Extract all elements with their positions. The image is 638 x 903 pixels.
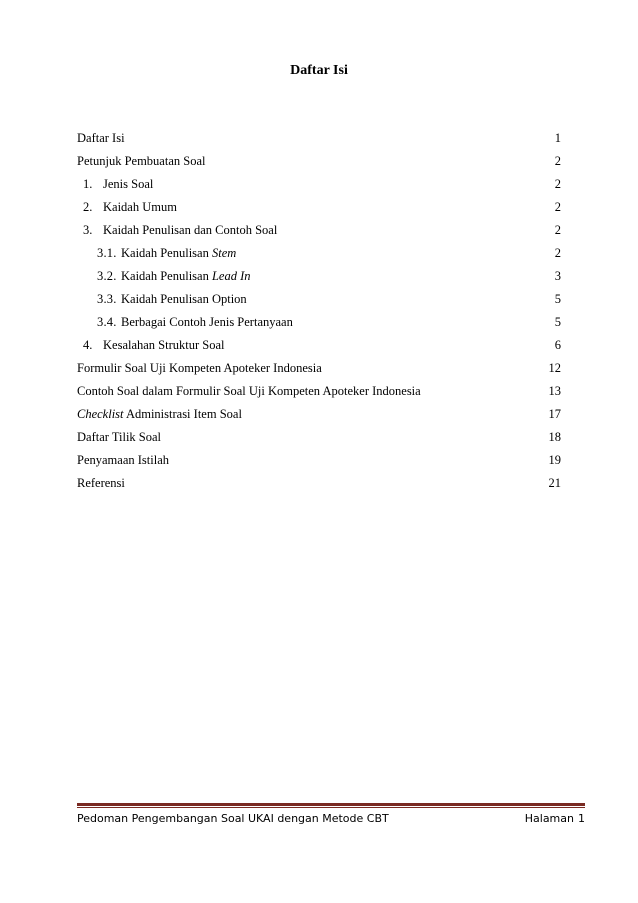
toc-entry-page-number: 5: [554, 315, 561, 329]
toc-entry-label: [77, 358, 322, 378]
toc-entry-label: [77, 427, 161, 447]
toc-entry-label: [97, 243, 236, 263]
toc-entry[interactable]: [77, 450, 561, 473]
toc-entry-text: Berbagai Contoh Jenis Pertanyaan: [121, 315, 293, 329]
toc-entry[interactable]: [77, 473, 561, 496]
toc-entry-number: 3.2.: [97, 269, 117, 283]
page-title: Daftar Isi: [290, 63, 348, 78]
toc-entry-page-number: 2: [554, 177, 561, 191]
toc-entry-text: Jenis Soal: [103, 177, 154, 191]
toc-entry-page-number: 6: [554, 338, 561, 352]
toc-entry-page-number: 2: [554, 223, 561, 237]
toc-entry-page-number: 21: [548, 476, 561, 490]
toc-entry[interactable]: [77, 243, 561, 266]
toc-entry-label: [77, 381, 421, 401]
toc-entry[interactable]: [77, 312, 561, 335]
toc-entry-text: Kaidah Penulisan: [121, 246, 212, 260]
toc-entry-label: [97, 312, 293, 332]
toc-entry[interactable]: [77, 335, 561, 358]
footer-page-number: 1: [578, 812, 585, 825]
footer-page-indicator: [525, 811, 585, 827]
toc-entry[interactable]: [77, 404, 561, 427]
toc-entry[interactable]: [77, 381, 561, 404]
toc-entry-page-number: 5: [554, 292, 561, 306]
toc-entry-text-suffix: Administrasi Item Soal: [123, 407, 242, 421]
toc-entry-text: Contoh Soal dalam Formulir Soal Uji Kompeten Apoteker Indonesia: [77, 384, 421, 398]
toc-entry-label: [83, 197, 177, 217]
toc-entry-text: Penyamaan Istilah: [77, 453, 169, 467]
toc-entry-label: [97, 266, 251, 286]
toc-entry-page-number: 13: [548, 384, 561, 398]
toc-entry-page-number: 2: [554, 246, 561, 260]
toc-entry-number: 4.: [83, 338, 93, 352]
toc-entry-page-number: 18: [548, 430, 561, 444]
toc-entry-label: [83, 220, 277, 240]
toc-entry-page-number: 2: [554, 154, 561, 168]
toc-entry-page-number: 3: [554, 269, 561, 283]
toc-entry-text: Kaidah Penulisan: [121, 269, 212, 283]
toc-entry-italic-text: Lead In: [211, 269, 251, 283]
footer-divider-thin: [77, 807, 585, 808]
toc-entry-text: Kesalahan Struktur Soal: [103, 338, 225, 352]
toc-entry-page-number: 2: [554, 200, 561, 214]
toc-entry-number: 3.4.: [97, 315, 117, 329]
footer-page-label: Halaman: [524, 812, 574, 825]
toc-entry-label: [77, 128, 125, 148]
toc-entry-page-number: 17: [548, 407, 561, 421]
toc-entry[interactable]: [77, 197, 561, 220]
footer-document-title: Pedoman Pengembangan Soal UKAI dengan Metode CBT: [77, 812, 389, 825]
toc-entry-label: [77, 404, 242, 424]
toc-entry[interactable]: [77, 128, 561, 151]
toc-entry-label: [97, 289, 247, 309]
toc-entry-number: 3.: [83, 223, 93, 237]
toc-entry-label: [77, 151, 205, 171]
toc-entry-text: Referensi: [77, 476, 125, 490]
toc-entry-number: 2.: [83, 200, 93, 214]
toc-entry[interactable]: [77, 266, 561, 289]
toc-entry-page-number: 19: [548, 453, 561, 467]
toc-entry-text: Daftar Tilik Soal: [77, 430, 162, 444]
toc-entry-page-number: 1: [554, 131, 561, 145]
toc-entry-label: [77, 473, 125, 493]
toc-entry-number: 3.3.: [97, 292, 117, 306]
toc-entry[interactable]: [77, 289, 561, 312]
toc-entry-italic-text: Checklist: [77, 407, 124, 421]
toc-entry[interactable]: [77, 174, 561, 197]
footer-divider-thick: [77, 803, 585, 806]
toc-entry-text: Formulir Soal Uji Kompeten Apoteker Indonesia: [77, 361, 322, 375]
toc-entry-label: [77, 450, 169, 470]
toc-entry-text: Kaidah Umum: [103, 200, 177, 214]
toc-entry-number: 1.: [83, 177, 93, 191]
toc-entry-italic-text: Stem: [211, 246, 237, 260]
toc-entry[interactable]: [77, 220, 561, 243]
table-of-contents: [77, 128, 561, 496]
toc-entry-number: 3.1.: [97, 246, 117, 260]
toc-entry[interactable]: [77, 358, 561, 381]
toc-entry-text: Petunjuk Pembuatan Soal: [77, 154, 206, 168]
toc-entry-label: [83, 174, 153, 194]
toc-entry-text: Kaidah Penulisan Option: [121, 292, 247, 306]
toc-entry-text: Daftar Isi: [77, 131, 125, 145]
toc-entry[interactable]: [77, 151, 561, 174]
toc-entry-text: Kaidah Penulisan dan Contoh Soal: [103, 223, 278, 237]
toc-entry[interactable]: [77, 427, 561, 450]
toc-entry-label: [83, 335, 225, 355]
toc-entry-page-number: 12: [548, 361, 561, 375]
